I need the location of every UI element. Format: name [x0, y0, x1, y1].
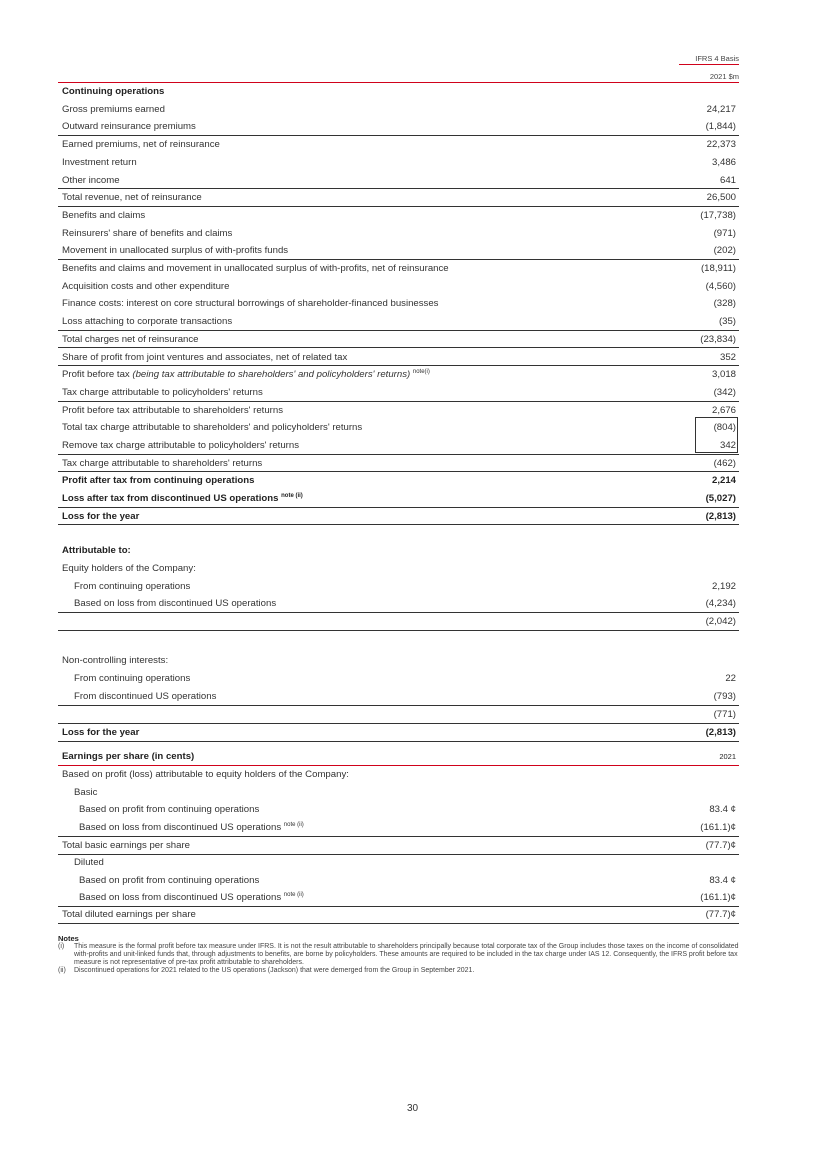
income-row-value: 641	[719, 174, 736, 186]
income-row-value: (462)	[713, 457, 736, 469]
note-ii: (ii) Discontinued operations for 2021 related to the US operations (Jackson) that were demerged from the Group in September 2021.	[58, 967, 475, 974]
income-row-label: Profit before tax attributable to shareholders' returns	[62, 404, 284, 416]
income-row-value: (18,911)	[700, 263, 736, 274]
income-row-value: 342	[719, 440, 736, 451]
income-row-label: Benefits and claims	[62, 209, 146, 221]
eps-basic-label: Basic	[74, 787, 98, 798]
income-row-label: Continuing operations	[62, 86, 165, 97]
equity-row-discontinued: Based on loss from discontinued US operations (4,234)	[58, 595, 739, 613]
income-row-value: (328)	[713, 298, 736, 310]
income-row-value: (1,844)	[705, 121, 736, 133]
income-row-label: Acquisition costs and other expenditure	[62, 280, 230, 292]
income-row-value: 24,217	[706, 103, 736, 115]
income-row-label: Reinsurers' share of benefits and claims	[62, 227, 233, 239]
income-row	[58, 349, 739, 367]
income-row	[58, 437, 739, 455]
notes	[58, 935, 739, 975]
income-row	[58, 83, 739, 101]
column-period-header: 2021 $m	[709, 72, 739, 81]
column-basis-header: IFRS 4 Basis	[679, 54, 739, 65]
tax-reconciliation-box	[695, 417, 738, 453]
income-row-value: (971)	[713, 227, 736, 239]
eps-diluted-continuing: Based on profit from continuing operations 83.4 ¢	[79, 875, 736, 886]
income-row	[58, 472, 739, 490]
income-row-label: Gross premiums earned	[62, 103, 165, 115]
income-row-value: (4,560)	[705, 280, 736, 292]
income-row	[58, 490, 739, 508]
nci-row-continuing: From continuing operations 22	[74, 673, 736, 684]
nci-label: Non-controlling interests:	[62, 655, 169, 666]
eps-diluted-label: Diluted	[74, 857, 104, 868]
income-row-label: Loss for the year	[62, 510, 140, 522]
income-row-value: 2,676	[711, 404, 736, 416]
income-row	[58, 172, 739, 190]
income-row	[58, 242, 739, 260]
income-row	[58, 419, 739, 437]
page-number: 30	[406, 1103, 419, 1114]
income-row-label: Total revenue, net of reinsurance	[62, 192, 202, 204]
income-row-label: Loss after tax from discontinued US operations $^{note (ii)}$	[62, 492, 303, 505]
eps-title: Earnings per share (in cents) 2021	[58, 748, 739, 766]
income-row-label: Total tax charge attributable to shareholders' and policyholders' returns	[62, 422, 363, 434]
eps-basic-total: Total basic earnings per share (77.7)¢	[58, 837, 739, 855]
income-row-label: Profit after tax from continuing operations	[62, 475, 255, 487]
income-row	[58, 331, 739, 349]
income-row-value: (202)	[713, 245, 736, 257]
income-row	[58, 118, 739, 136]
income-row	[58, 136, 739, 154]
income-row	[58, 225, 739, 243]
income-row	[58, 508, 739, 526]
income-row-value: 352	[719, 351, 736, 363]
income-row-value: 3,018	[711, 369, 736, 381]
income-row	[58, 207, 739, 225]
eps-basic-continuing: Based on profit from continuing operations 83.4 ¢	[79, 804, 736, 815]
eps-diluted-total: Total diluted earnings per share (77.7)¢	[58, 906, 739, 924]
note-i: (i) This measure is the formal profit before tax measure under IFRS. It is not the result attributable to shareholders principally because total corporate tax of the Group includes those taxes on the income of consolidated with-profits and unit-linked funds that, through adjustments to benefits, are borne by policyholders. These amounts are required to be included in the tax charge under IAS 12. Consequently, the IFRS profit before tax measure is not representative of pre-tax profit attributable to shareholders.	[58, 943, 739, 966]
income-row	[58, 402, 739, 420]
attributable-title: Attributable to:	[62, 545, 131, 556]
eps-basis-label: Based on profit (loss) attributable to equity holders of the Company:	[62, 769, 349, 780]
income-row	[58, 154, 739, 172]
income-row-value: (804)	[713, 422, 736, 434]
income-row-value: (35)	[718, 316, 736, 328]
income-row	[58, 313, 739, 331]
income-row-label: Finance costs: interest on core structural borrowings of shareholder-financed businesses	[62, 298, 439, 310]
income-row-value: (5,027)	[705, 493, 736, 505]
income-row-value: (17,738)	[700, 209, 736, 221]
income-row-label: Total charges net of reinsurance	[62, 333, 199, 345]
income-row-value: (342)	[713, 386, 736, 398]
income-row	[58, 189, 739, 207]
nci-total: (771)	[58, 706, 739, 724]
income-row-label: Benefits and claims and movement in unallocated surplus of with-profits, net of reinsurance	[62, 263, 449, 274]
loss-for-year-total: Loss for the year (2,813)	[58, 724, 739, 742]
nci-row-discontinued: From discontinued US operations (793)	[58, 688, 739, 706]
income-row-label: Share of profit from joint ventures and associates, net of related tax	[62, 351, 348, 363]
equity-total: (2,042)	[58, 613, 739, 631]
income-row-label: Investment return	[62, 156, 137, 168]
income-row-label: Movement in unallocated surplus of with-profits funds	[62, 245, 289, 257]
eps-basic-discontinued: Based on loss from discontinued US operations $^{note (ii)}$ (161.1)¢	[58, 819, 739, 837]
income-row-value: 3,486	[711, 156, 736, 168]
income-row-label: Other income	[62, 174, 120, 186]
income-row-label: Remove tax charge attributable to policyholders' returns	[62, 440, 300, 451]
notes-title: Notes	[58, 934, 79, 943]
income-row-value: 2,214	[711, 475, 736, 487]
income-row-label: Profit before tax (being tax attributable to shareholders' and policyholders' returns) $^{note(i)}$	[62, 369, 430, 381]
income-row	[58, 260, 739, 278]
income-row	[58, 278, 739, 296]
equity-holders-label: Equity holders of the Company:	[62, 563, 196, 574]
income-row	[58, 384, 739, 402]
income-row-value: 26,500	[706, 192, 736, 204]
equity-row-continuing: From continuing operations 2,192	[74, 581, 736, 592]
income-row	[58, 101, 739, 119]
income-row-value: (23,834)	[700, 333, 736, 345]
income-row-label: Loss attaching to corporate transactions	[62, 316, 233, 328]
income-row	[58, 366, 739, 384]
income-row-label: Earned premiums, net of reinsurance	[62, 139, 220, 151]
income-row-value: (2,813)	[705, 510, 736, 522]
income-row	[58, 455, 739, 473]
income-row-label: Tax charge attributable to policyholders' returns	[62, 386, 263, 398]
income-row-label: Outward reinsurance premiums	[62, 121, 196, 133]
income-row-label: Tax charge attributable to shareholders' returns	[62, 457, 263, 469]
eps-diluted-discontinued: Based on loss from discontinued US operations $^{note (ii)}$ (161.1)¢	[58, 889, 739, 907]
income-row	[58, 295, 739, 313]
income-row-value: 22,373	[706, 139, 736, 151]
